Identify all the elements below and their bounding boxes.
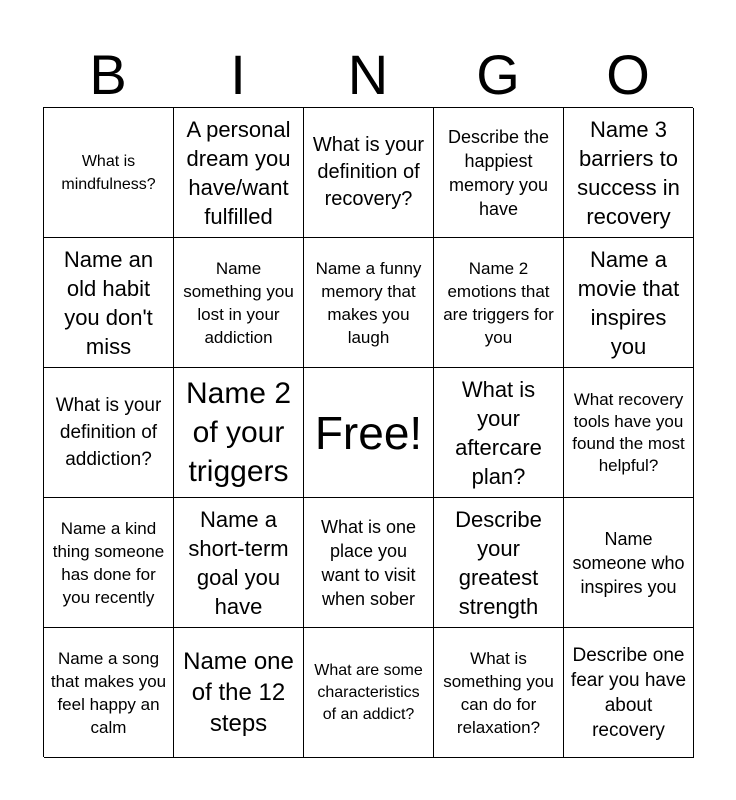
bingo-cell xyxy=(564,498,694,628)
header-letter-b: B xyxy=(89,43,127,106)
bingo-cell xyxy=(174,628,304,758)
cell-text: Name 2 emotions that are triggers for you xyxy=(443,258,554,347)
cell-text: Name a funny memory that makes you laugh xyxy=(315,258,422,347)
cell-text: What is mindfulness? xyxy=(61,152,156,193)
bingo-cell xyxy=(44,108,174,238)
cell-text: Describe the happiest memory you have xyxy=(447,126,550,219)
bingo-cell xyxy=(564,108,694,238)
bingo-cell xyxy=(564,368,694,498)
bingo-board xyxy=(43,107,693,757)
cell-text: Name a movie that inspires you xyxy=(577,246,680,359)
bingo-cell xyxy=(434,368,564,498)
free-text: Free! xyxy=(314,406,423,459)
bingo-cell xyxy=(304,108,434,238)
cell-text: Name a song that makes you feel happy an calm xyxy=(50,648,167,737)
header-letter-i: I xyxy=(230,43,246,106)
cell-text: What are some characteristics of an addict? xyxy=(314,661,423,723)
header-letter-g: G xyxy=(476,43,520,106)
bingo-cell xyxy=(44,628,174,758)
cell-text: Describe your greatest strength xyxy=(455,506,542,619)
bingo-cell xyxy=(44,238,174,368)
bingo-cell xyxy=(564,628,694,758)
bingo-cell xyxy=(174,108,304,238)
bingo-cell xyxy=(434,108,564,238)
cell-text: Describe one fear you have about recovery xyxy=(570,644,687,741)
bingo-cell xyxy=(174,238,304,368)
cell-text: What is your definition of addiction? xyxy=(55,395,162,470)
cell-text: Name someone who inspires you xyxy=(572,528,685,597)
bingo-cell xyxy=(434,498,564,628)
bingo-cell xyxy=(304,628,434,758)
bingo-header xyxy=(43,44,693,106)
bingo-cell xyxy=(44,368,174,498)
cell-text: A personal dream you have/want fulfilled xyxy=(186,116,291,229)
cell-text: Name one of the 12 steps xyxy=(183,648,294,737)
cell-text: Name 2 of your triggers xyxy=(185,377,292,488)
bingo-cell xyxy=(434,628,564,758)
cell-text: What is your definition of recovery? xyxy=(312,134,425,210)
bingo-cell xyxy=(564,238,694,368)
cell-text: Name an old habit you don't miss xyxy=(63,246,154,359)
bingo-cell xyxy=(304,238,434,368)
header-letter-o: O xyxy=(606,43,650,106)
free-cell xyxy=(304,368,434,498)
cell-text: What is something you can do for relaxation? xyxy=(443,648,554,737)
cell-text: Name a short-term goal you have xyxy=(188,506,289,619)
bingo-cell xyxy=(434,238,564,368)
cell-text: What is one place you want to visit when sober xyxy=(320,516,417,609)
cell-text: Name 3 barriers to success in recovery xyxy=(577,116,680,229)
header-letter-n: N xyxy=(347,43,389,106)
bingo-cell xyxy=(174,368,304,498)
cell-text: What recovery tools have you found the most helpful? xyxy=(572,389,685,475)
cell-text: Name something you lost in your addiction xyxy=(183,258,294,347)
bingo-cell xyxy=(44,498,174,628)
cell-text: Name a kind thing someone has done for you recently xyxy=(52,518,165,607)
bingo-cell xyxy=(174,498,304,628)
cell-text: What is your aftercare plan? xyxy=(455,376,542,489)
bingo-cell xyxy=(304,498,434,628)
